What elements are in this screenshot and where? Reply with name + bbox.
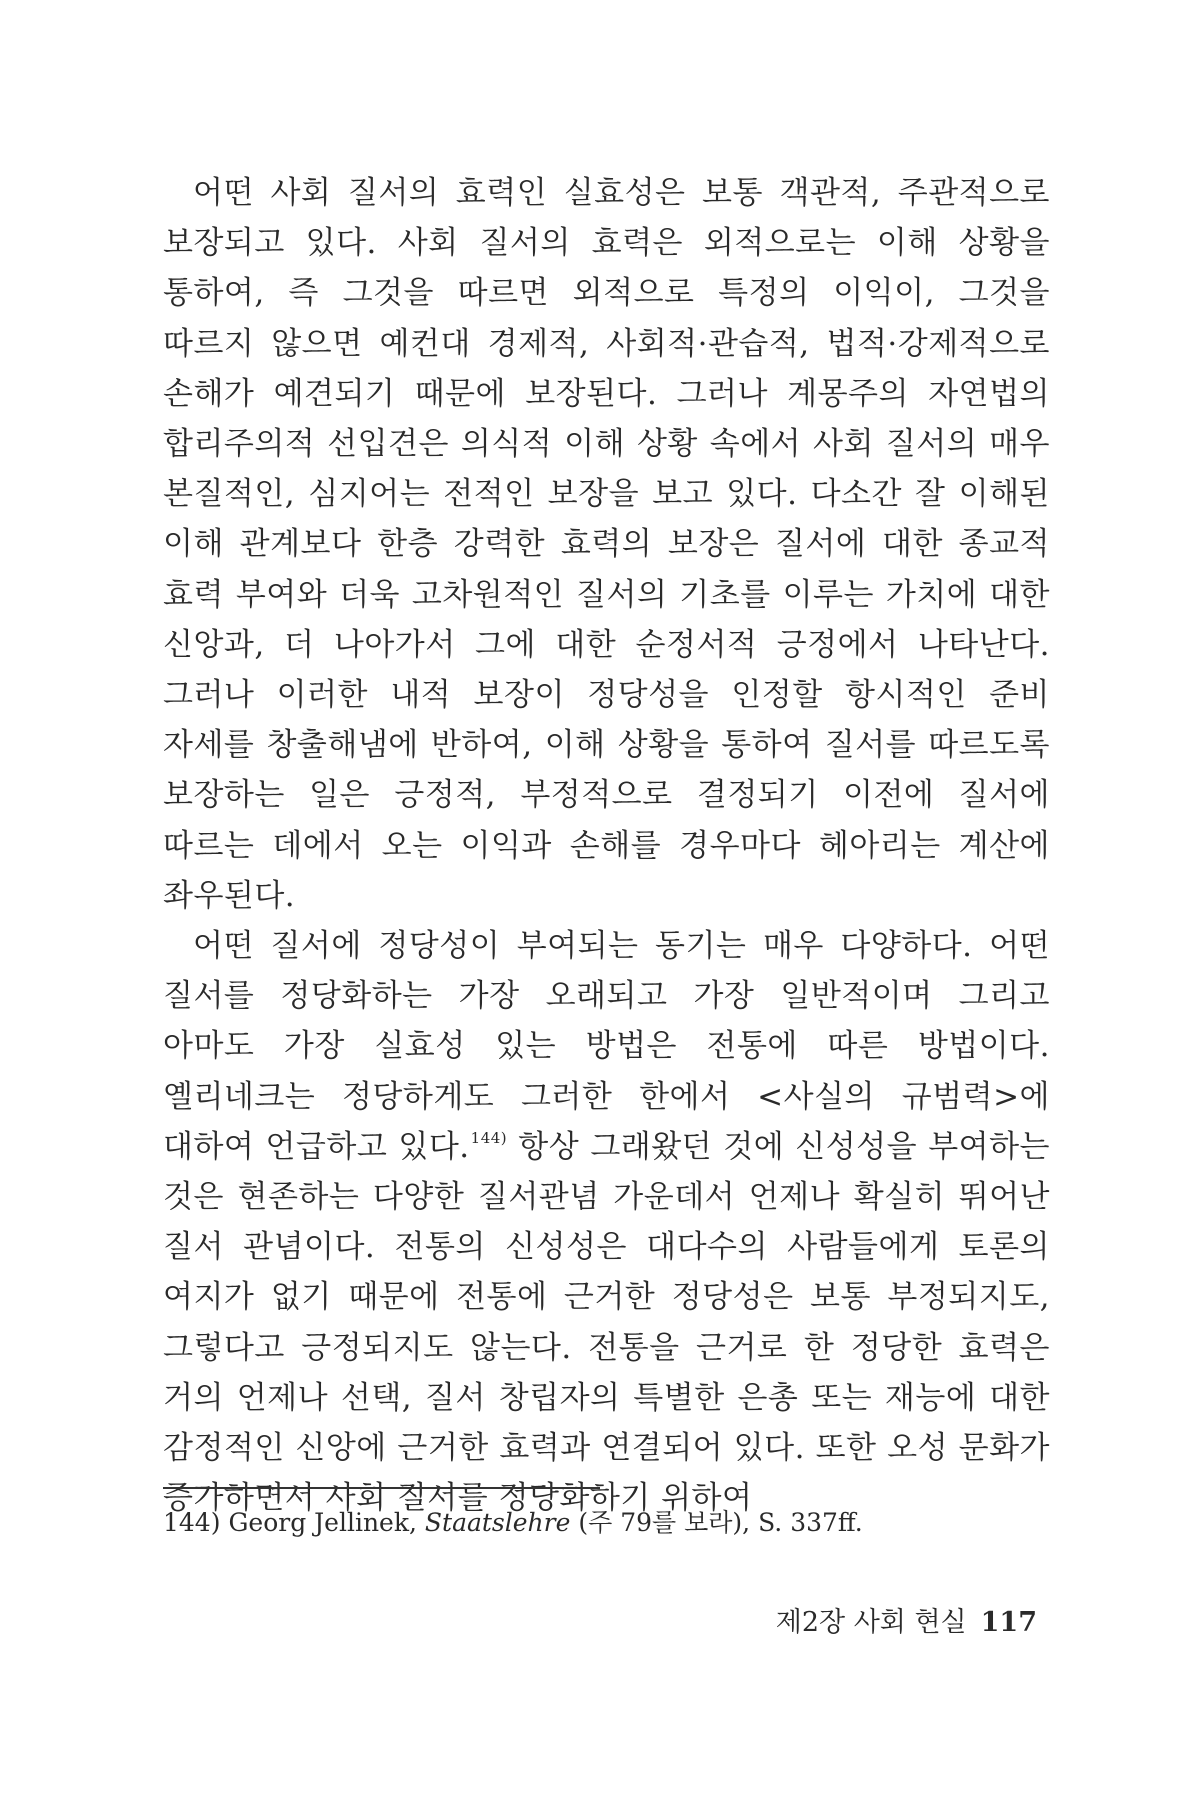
footnote-reference[interactable]: 144) bbox=[470, 1128, 508, 1147]
footnote-author: Georg Jellinek, bbox=[228, 1508, 417, 1537]
body-text bbox=[163, 168, 1050, 1523]
paragraph-2 bbox=[163, 921, 1050, 1523]
paragraph-1 bbox=[163, 168, 1050, 921]
footnote bbox=[163, 1506, 1050, 1540]
paragraph-2-text-after-ref: 항상 그래왔던 것에 신성성을 부여하는 것은 현존하는 다양한 질서관념 가운데서 언제나 확실히 뛰어난 질서 관념이다. 전통의 신성성은 대다수의 사람들에게 토론의 여지가 없기 때문에 전통에 근거한 정당성은 보통 부정되지도, 그렇다고 긍정되지도 않는다. 전통을 근거로 한 정당한 효력은 거의 언제나 선택, 질서 창립자의 특별한 은총 또는 재능에 대한 감정적인 신앙에 근거한 효력과 연결되어 있다. 또한 오성 문화가 증가하면서 사회 질서를 정당화하기 위하여 bbox=[163, 1128, 1050, 1517]
running-footer bbox=[776, 1605, 1037, 1641]
paragraph-2-text-before-ref: 어떤 질서에 정당성이 부여되는 동기는 매우 다양하다. 어떤 질서를 정당화하는 가장 오래되고 가장 일반적이며 그리고 아마도 가장 실효성 있는 방법은 전통에 따른 방법이다. 옐리네크는 정당하게도 그러한 한에서 <사실의 규범력>에 대하여 언급하고 있다. bbox=[163, 928, 1050, 1165]
footnote-rest: (주 79를 보라), S. 337ff. bbox=[578, 1508, 863, 1537]
chapter-title: 제2장 사회 현실 bbox=[775, 1607, 967, 1638]
footnote-divider bbox=[163, 1487, 600, 1489]
footnote-number: 144) bbox=[163, 1508, 221, 1537]
footnote-title: Staatslehre bbox=[424, 1508, 571, 1537]
paragraph-1-text: 어떤 사회 질서의 효력인 실효성은 보통 객관적, 주관적으로 보장되고 있다. 사회 질서의 효력은 외적으로는 이해 상황을 통하여, 즉 그것을 따르면 외적으로 특정의 이익이, 그것을 따르지 않으면 예컨대 경제적, 사회적·관습적, 법적·강제적으로 손해가 예견되기 때문에 보장된다. 그러나 계몽주의 자연법의 합리주의적 선입견은 의식적 이해 상황 속에서 사회 질서의 매우 본질적인, 심지어는 전적인 보장을 보고 있다. 다소간 잘 이해된 이해 관계보다 한층 강력한 효력의 보장은 질서에 대한 종교적 효력 부여와 더욱 고차원적인 질서의 기초를 이루는 가치에 대한 신앙과, 더 나아가서 그에 대한 순정서적 긍정에서 나타난다. 그러나 이러한 내적 보장이 정당성을 인정할 항시적인 준비 자세를 창출해냄에 반하여, 이해 상황을 통하여 질서를 따르도록 보장하는 일은 긍정적, 부정적으로 결정되기 이전에 질서에 따르는 데에서 오는 이익과 손해를 경우마다 헤아리는 계산에 좌우된다. bbox=[163, 175, 1050, 914]
page-number: 117 bbox=[980, 1607, 1037, 1638]
